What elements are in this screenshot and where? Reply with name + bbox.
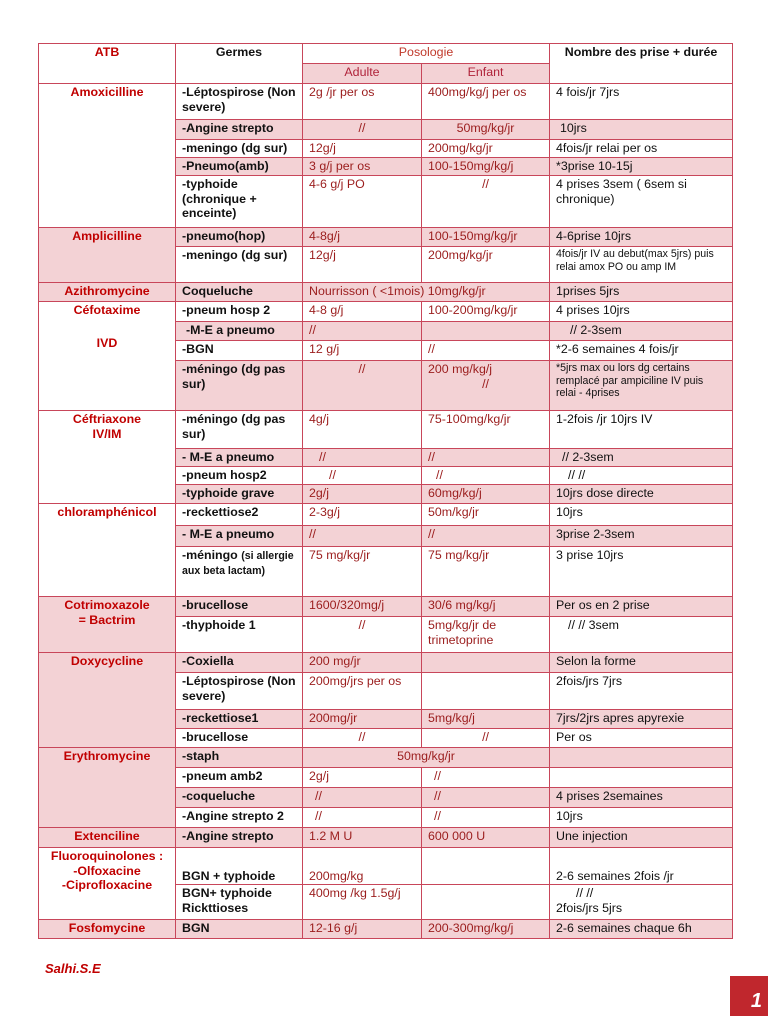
- dose-child: [422, 361, 550, 411]
- duration: // 2-3sem: [550, 322, 733, 341]
- duration: 4fois/jr relai per os: [550, 140, 733, 158]
- dose-adult: //: [303, 788, 422, 808]
- duration: *2-6 semaines 4 fois/jr: [550, 341, 733, 361]
- author-signature: Salhi.S.E: [45, 961, 101, 976]
- atb-name: [39, 411, 176, 504]
- dose-child: 100-150mg/kg/j: [422, 158, 550, 176]
- duration: [550, 885, 733, 920]
- table-row: [39, 84, 733, 120]
- dose-child: [422, 653, 550, 673]
- duration-value: 2fois/jrs 5jrs: [556, 900, 623, 915]
- dose-child: [422, 848, 550, 885]
- germ: -M-E a pneumo: [176, 322, 303, 341]
- dose-child: 50m/kg/jr: [422, 504, 550, 526]
- dose-adult: 2g /jr per os: [303, 84, 422, 120]
- duration: 4fois/jr IV au debut(max 5jrs) puis relai amox PO ou amp IM: [550, 247, 733, 283]
- atb-title: Fluoroquinolones :: [50, 849, 164, 863]
- header-atb: ATB: [39, 44, 176, 84]
- germ: -Léptospirose (Non severe): [176, 84, 303, 120]
- duration: 10jrs dose directe: [550, 485, 733, 504]
- atb-name: [39, 597, 176, 653]
- dose-adult: 4-6 g/j PO: [303, 176, 422, 228]
- header-adulte: Adulte: [303, 64, 422, 84]
- dose-adult: //: [303, 120, 422, 140]
- germ: -coqueluche: [176, 788, 303, 808]
- germ: -Angine strepto: [176, 120, 303, 140]
- dose-child: [422, 885, 550, 920]
- germ: -reckettiose1: [176, 710, 303, 729]
- germ-name: -méningo: [182, 548, 238, 562]
- duration: Per os en 2 prise: [550, 597, 733, 617]
- duration: // 2-3sem: [550, 449, 733, 467]
- germ: -méningo (dg pas sur): [176, 361, 303, 411]
- duration: // //: [550, 467, 733, 485]
- dose-child: 30/6 mg/kg/j: [422, 597, 550, 617]
- dose-adult: //: [303, 526, 422, 547]
- table-row: [39, 302, 733, 322]
- duration: 1-2fois /jr 10jrs IV: [550, 411, 733, 449]
- dose-child: 200-300mg/kg/j: [422, 920, 550, 939]
- atb-name: Amoxicilline: [39, 84, 176, 228]
- dose-child: [422, 673, 550, 710]
- germ: BGN+ typhoide Rickttioses: [176, 885, 303, 920]
- atb-name: Doxycycline: [39, 653, 176, 748]
- table-row: [39, 848, 733, 885]
- atb-title: Céfotaxime: [73, 303, 141, 317]
- dose-child: //: [422, 341, 550, 361]
- dose-child: //: [422, 449, 550, 467]
- dose-child: //: [422, 467, 550, 485]
- atb-name: Azithromycine: [39, 283, 176, 302]
- dose-child: 100-200mg/kg/jr: [422, 302, 550, 322]
- dose-adult: //: [303, 808, 422, 828]
- header-nombre: Nombre des prise + durée: [550, 44, 733, 84]
- duration: 4-6prise 10jrs: [550, 228, 733, 247]
- dose-child: 5mg/kg/jr de trimetoprine: [422, 617, 550, 653]
- germ: -brucellose: [176, 597, 303, 617]
- dose-child: //: [422, 526, 550, 547]
- table-row: [39, 597, 733, 617]
- germ: -Léptospirose (Non severe): [176, 673, 303, 710]
- duration: Per os: [550, 729, 733, 748]
- dose-adult: 200mg/jr: [303, 710, 422, 729]
- germ: Coqueluche: [176, 283, 303, 302]
- dose-adult: 200mg/kg: [303, 848, 422, 885]
- dose-child: //: [422, 729, 550, 748]
- duration: 4 fois/jr 7jrs: [550, 84, 733, 120]
- germ: -thyphoide 1: [176, 617, 303, 653]
- dose-adult: 75 mg/kg/jr: [303, 547, 422, 597]
- germ: -typhoide grave: [176, 485, 303, 504]
- atb-alias: = Bactrim: [78, 612, 136, 627]
- duration: 2-6 semaines chaque 6h: [550, 920, 733, 939]
- duration: Selon la forme: [550, 653, 733, 673]
- dose-adult: 200mg/jrs per os: [303, 673, 422, 710]
- duration: 10jrs: [550, 120, 733, 140]
- germ: -staph: [176, 748, 303, 768]
- dose-adult: 12g/j: [303, 140, 422, 158]
- dose-child: 50mg/kg/jr: [422, 120, 550, 140]
- duration: 10jrs: [550, 808, 733, 828]
- germ: -méningo (dg pas sur): [176, 411, 303, 449]
- germ: -BGN: [176, 341, 303, 361]
- header-posologie: Posologie: [303, 44, 550, 64]
- dose-adult: //: [303, 449, 422, 467]
- germ: -Angine strepto: [176, 828, 303, 848]
- dose-adult: 4-8 g/j: [303, 302, 422, 322]
- duration: *3prise 10-15j: [550, 158, 733, 176]
- duration: Une injection: [550, 828, 733, 848]
- dose-adult: 12-16 g/j: [303, 920, 422, 939]
- header-enfant: Enfant: [422, 64, 550, 84]
- duration: 1prises 5jrs: [550, 283, 733, 302]
- duration: 3prise 2-3sem: [550, 526, 733, 547]
- atb-name: [39, 302, 176, 411]
- germ: -meningo (dg sur): [176, 140, 303, 158]
- duration: 2fois/jrs 7jrs: [550, 673, 733, 710]
- germ: -Angine strepto 2: [176, 808, 303, 828]
- germ: -reckettiose2: [176, 504, 303, 526]
- atb-name: chloramphénicol: [39, 504, 176, 597]
- duration: 10jrs: [550, 504, 733, 526]
- dose-child: 200mg/kg/jr: [422, 247, 550, 283]
- atb-name: [39, 848, 176, 920]
- germ: -pneumo(hop): [176, 228, 303, 247]
- duration: 2-6 semaines 2fois /jr: [550, 848, 733, 885]
- germ: - M-E a pneumo: [176, 449, 303, 467]
- dose-adult: 400mg /kg 1.5g/j: [303, 885, 422, 920]
- atb-route: IVD: [96, 335, 118, 350]
- dose-adult: 4-8g/j: [303, 228, 422, 247]
- dose-adult: 1600/320mg/j: [303, 597, 422, 617]
- germ: -pneum amb2: [176, 768, 303, 788]
- dose-adult: //: [303, 729, 422, 748]
- dose-combined: Nourrisson ( <1mois) 10mg/kg/jr: [303, 283, 550, 302]
- duration: 4 prises 2semaines: [550, 788, 733, 808]
- atb-sub: -Olfoxacine: [73, 863, 141, 878]
- dose-adult: 2-3g/j: [303, 504, 422, 526]
- duration: 3 prise 10jrs: [550, 547, 733, 597]
- table-row: [39, 748, 733, 768]
- dose-adult: 12 g/j: [303, 341, 422, 361]
- dose-child: 60mg/kg/j: [422, 485, 550, 504]
- dose-adult: 2g/j: [303, 768, 422, 788]
- germ: -Coxiella: [176, 653, 303, 673]
- dose-child: 75-100mg/kg/jr: [422, 411, 550, 449]
- dose-child: 200mg/kg/jr: [422, 140, 550, 158]
- germ: BGN + typhoide: [176, 848, 303, 885]
- duration: 7jrs/2jrs apres apyrexie: [550, 710, 733, 729]
- germ: BGN: [176, 920, 303, 939]
- dose-adult: 12g/j: [303, 247, 422, 283]
- germ-note: (si allergie aux beta lactam): [182, 550, 294, 577]
- atb-name: Erythromycine: [39, 748, 176, 828]
- dose-adult: 1.2 M U: [303, 828, 422, 848]
- germ: -typhoide (chronique + enceinte): [176, 176, 303, 228]
- dose-child-ditto: //: [482, 376, 489, 391]
- germ: - M-E a pneumo: [176, 526, 303, 547]
- dose-adult: //: [303, 322, 422, 341]
- header-germes: Germes: [176, 44, 303, 84]
- atb-title: Cotrimoxazole: [64, 598, 150, 612]
- germ: -pneum hosp 2: [176, 302, 303, 322]
- dose-child: 5mg/kg/j: [422, 710, 550, 729]
- duration-ditto: // //: [576, 886, 594, 900]
- table-row: [39, 411, 733, 449]
- table-row: [39, 504, 733, 526]
- dose-adult: 4g/j: [303, 411, 422, 449]
- germ: [176, 547, 303, 597]
- duration: 4 prises 3sem ( 6sem si chronique): [550, 176, 733, 228]
- page-number: 1: [730, 976, 768, 1016]
- dose-adult: //: [303, 617, 422, 653]
- dose-adult: 3 g/j per os: [303, 158, 422, 176]
- dose-combined: 50mg/kg/jr: [303, 748, 550, 768]
- atb-name: Fosfomycine: [39, 920, 176, 939]
- duration: 4 prises 10jrs: [550, 302, 733, 322]
- germ: -brucellose: [176, 729, 303, 748]
- dose-adult: //: [303, 467, 422, 485]
- dose-child: [422, 322, 550, 341]
- table-row: [39, 920, 733, 939]
- duration: *5jrs max ou lors dg certains remplacé par ampiciline IV puis relai - 4prises: [550, 361, 733, 411]
- dose-adult: 2g/j: [303, 485, 422, 504]
- atb-route: IV/IM: [92, 426, 122, 441]
- dose-adult: 200 mg/jr: [303, 653, 422, 673]
- dose-child: 600 000 U: [422, 828, 550, 848]
- germ: -pneum hosp2: [176, 467, 303, 485]
- table-row: [39, 828, 733, 848]
- atb-title: Céftriaxone: [72, 412, 142, 426]
- dose-child: 100-150mg/kg/jr: [422, 228, 550, 247]
- antibiotic-table: [38, 43, 733, 939]
- table-row: [39, 228, 733, 247]
- dose-child: //: [422, 808, 550, 828]
- duration: [550, 748, 733, 768]
- duration: // // 3sem: [550, 617, 733, 653]
- germ: -meningo (dg sur): [176, 247, 303, 283]
- duration: [550, 768, 733, 788]
- atb-sub: -Ciprofloxacine: [61, 878, 153, 892]
- atb-name: Amplicilline: [39, 228, 176, 283]
- atb-name: Extenciline: [39, 828, 176, 848]
- dose-child: //: [422, 176, 550, 228]
- table-row: [39, 283, 733, 302]
- dose-child: //: [422, 768, 550, 788]
- dose-child: //: [422, 788, 550, 808]
- dose-adult: //: [303, 361, 422, 411]
- germ: -Pneumo(amb): [176, 158, 303, 176]
- dose-child-value: 200 mg/kg/j: [428, 362, 493, 376]
- table-row: [39, 653, 733, 673]
- dose-child: 75 mg/kg/jr: [422, 547, 550, 597]
- dose-child: 400mg/kg/j per os: [422, 84, 550, 120]
